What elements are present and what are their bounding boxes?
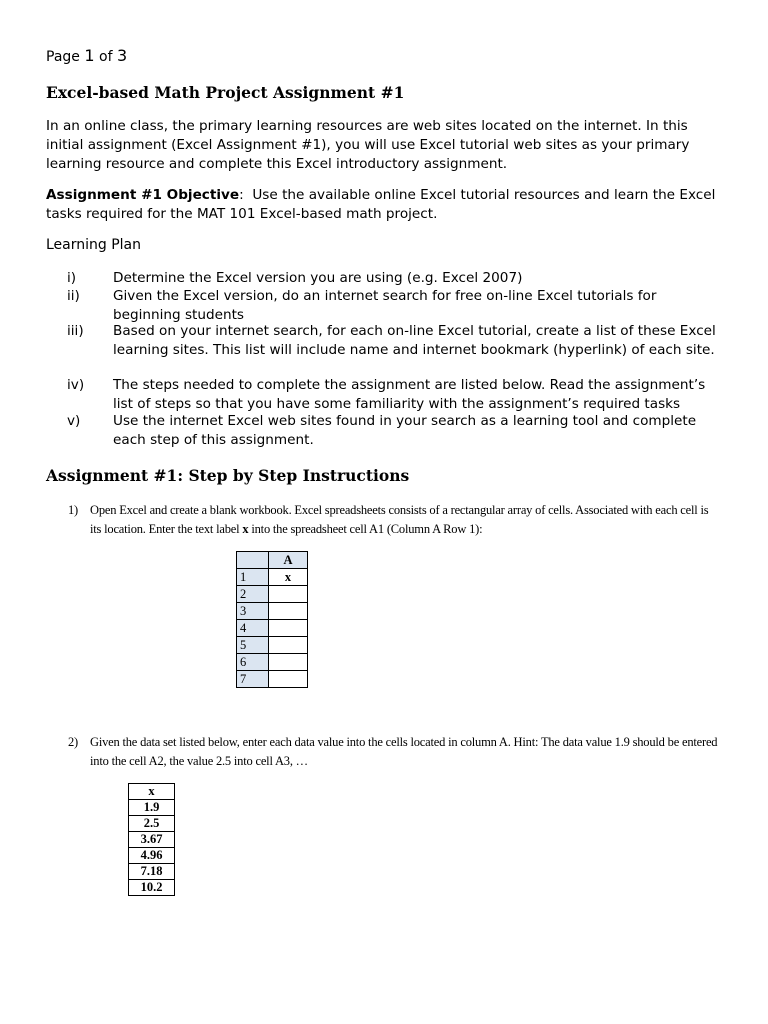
item-text: Based on your internet search, for each on-line Excel tutorial, create a list of these Excel learning sites. This list will include name and internet bookmark (hyperlink) of each site. — [113, 323, 716, 358]
intro-paragraph: In an online class, the primary learning resources are web sites located on the internet. In this initial assignment (Excel Assignment #1), you will use Excel tutorial web sites as your primary learning resource and complete this Excel introductory assignment. — [46, 118, 690, 172]
grid-cell: x — [269, 569, 308, 586]
item-text: Given the Excel version, do an internet search for free on-line Excel tutorials for beginning students — [113, 288, 657, 323]
row-header: 7 — [237, 671, 269, 688]
item-number: ii) — [67, 288, 80, 304]
learning-plan-heading: Learning Plan — [46, 237, 142, 253]
item-text: The steps needed to complete the assignment are listed below. Read the assignment’s list of steps so that you have some familiarity with the assignment’s required tasks — [113, 377, 706, 412]
page-of: of — [99, 49, 113, 65]
objective-paragraph — [46, 186, 726, 224]
objective-text: Use the available online Excel tutorial resources and learn the Excel tasks required for the MAT 101 Excel-based math project. — [46, 187, 716, 222]
step-bold-label: x — [242, 522, 249, 536]
item-number: iii) — [67, 323, 84, 339]
step-text-b: into the spreadsheet cell A1 (Column A Row 1): — [251, 522, 483, 536]
learning-plan-item — [0, 322, 768, 378]
document-title: Excel-based Math Project Assignment #1 — [46, 83, 405, 102]
objective-colon: : — [239, 187, 244, 203]
row-header: 5 — [237, 637, 269, 654]
learning-plan-item — [0, 412, 768, 449]
data-header: x — [129, 784, 175, 800]
instructions-heading: Assignment #1: Step by Step Instructions — [46, 466, 410, 485]
data-value: 1.9 — [129, 800, 175, 816]
data-table — [128, 783, 175, 896]
data-value: 2.5 — [129, 816, 175, 832]
learning-plan-item — [0, 376, 768, 413]
learning-plan-item — [0, 287, 768, 324]
item-text: Use the internet Excel web sites found in your search as a learning tool and complete each step of this assignment. — [113, 413, 697, 448]
row-header: 3 — [237, 603, 269, 620]
step-2 — [0, 733, 768, 773]
page-total: 3 — [116, 46, 128, 65]
page-current: 1 — [84, 46, 95, 65]
data-value: 7.18 — [129, 864, 175, 880]
grid-cell — [269, 637, 308, 654]
grid-corner — [237, 552, 269, 569]
grid-cell — [269, 586, 308, 603]
item-text: Determine the Excel version you are using (e.g. Excel 2007) — [113, 270, 523, 286]
row-header: 1 — [237, 569, 269, 586]
spreadsheet-grid — [236, 551, 308, 688]
step-number: 2) — [68, 735, 79, 749]
grid-cell — [269, 654, 308, 671]
page-prefix: Page — [46, 49, 80, 65]
grid-cell — [269, 620, 308, 637]
grid-cell — [269, 603, 308, 620]
row-header: 2 — [237, 586, 269, 603]
data-value: 3.67 — [129, 832, 175, 848]
grid-cell — [269, 671, 308, 688]
data-value: 10.2 — [129, 880, 175, 896]
page-number — [46, 46, 127, 65]
step-number: 1) — [68, 503, 79, 517]
data-value: 4.96 — [129, 848, 175, 864]
item-number: v) — [67, 413, 81, 429]
item-number: iv) — [67, 377, 85, 393]
step-text-a: Open Excel and create a blank workbook. Excel spreadsheets consists of a rectangular array of cells. Associated with each cell is its location. Enter the text label — [90, 503, 709, 536]
item-number: i) — [67, 270, 77, 286]
column-header-a: A — [269, 552, 308, 569]
row-header: 4 — [237, 620, 269, 637]
learning-plan-item — [0, 269, 768, 288]
step-text — [90, 501, 720, 539]
step-text: Given the data set listed below, enter each data value into the cells located in column A. Hint: The data value 1.9 should be entered into the cell A2, the value 2.5 into cell A3, … — [90, 735, 718, 768]
objective-label: Assignment #1 Objective — [46, 187, 240, 203]
step-1 — [0, 501, 768, 541]
row-header: 6 — [237, 654, 269, 671]
